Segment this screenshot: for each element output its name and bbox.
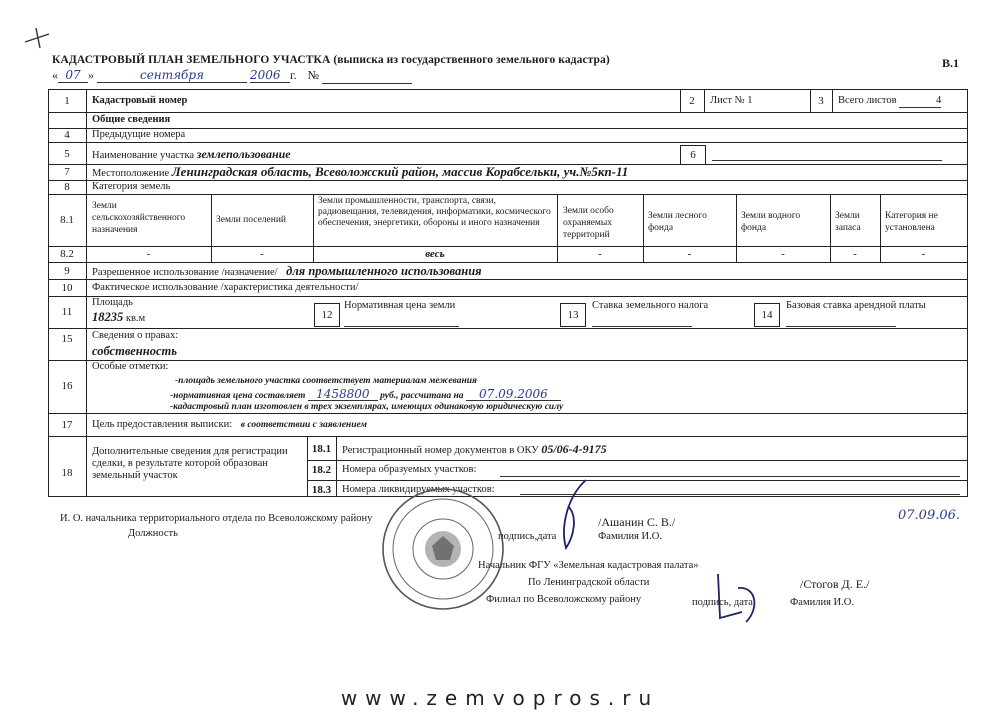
permitted-use: Разрешенное использование /назначение/ для промышленного использования [92,264,482,278]
field-number: 13 [560,303,586,327]
signer-name-1: /Ашанин С. В./ [598,515,676,529]
date-year: 2006 [250,68,290,83]
base-rent-rate-label: Базовая ставка арендной платы [786,300,926,311]
previous-numbers-label: Предыдущие номера [92,129,186,140]
position-1: И. О. начальника территориального отдела по Всеволожскому району [60,513,373,524]
row-number: 8 [64,181,70,193]
additional-info-label: Дополнительные сведения для регистрации сделки, в результате которой образован земельный участок [92,446,288,481]
category-value: - [598,248,602,260]
form-code: В.1 [942,56,960,70]
sub-row-number: 18.2 [311,464,332,476]
position-2-line-1: Начальник ФГУ «Земельная кадастровая палата» [478,560,699,571]
row-number: 1 [64,95,70,107]
category-agricultural: Земли сельскохозяйственного назначения [92,201,186,235]
category-settlements: Земли поселений [216,215,287,225]
document-title: КАДАСТРОВЫЙ ПЛАН ЗЕМЕЛЬНОГО УЧАСТКА (выписка из государственного земельного кадастра) [52,54,610,66]
field-6-line [712,160,942,161]
extract-purpose: Цель предоставления выписки: в соответствии с заявлением [92,419,367,430]
category-value-selected: весь [425,248,445,260]
formed-parcels-label: Номера образуемых участков: [342,464,477,475]
category-reserve: Земли запаса [835,211,861,233]
row-number: 8.1 [60,214,74,226]
signer-name-2: /Стогов Д. Е./ [800,577,870,591]
position-caption: Должность [128,528,178,539]
row-number: 15 [61,333,73,345]
sub-row-number: 18.3 [311,484,332,496]
total-sheets: Всего листов 4 [838,95,942,106]
category-not-set: Категория не установлена [885,211,938,233]
sign-date-caption-2: подпись, дата [692,597,753,608]
rights-label: Сведения о правах: [92,330,179,341]
normative-price-label: Нормативная цена земли [344,300,456,311]
area-value: 18235 кв.м [92,310,146,324]
field-number: 12 [314,303,340,327]
field-number: 2 [689,95,695,107]
category-protected: Земли особо охраняемых территорий [563,206,614,240]
fio-caption-2: Фамилия И.О. [790,597,854,608]
rights-value: собственность [92,344,177,358]
corner-mark [22,24,52,57]
category-forest: Земли лесного фонда [648,211,707,233]
row-number: 9 [64,265,70,277]
location: Местоположение Ленинградская область, Всеволожский район, массив Корабсельки, уч.№5кп-11 [92,164,629,179]
category-value: - [781,248,785,260]
special-notes-label: Особые отметки: [92,361,169,372]
field-number: 3 [818,95,824,107]
document-date: « 07 » сентября 2006 г. № [52,68,412,84]
sub-row-number: 18.1 [311,443,332,455]
category-value: - [687,248,692,260]
area-label: Площадь [92,297,133,308]
liquidated-parcels-label: Номера ликвидируемых участков: [342,484,495,495]
row-number: 7 [64,166,70,178]
row-number: 4 [64,129,70,141]
fio-caption: Фамилия И.О. [598,531,662,542]
row-number: 10 [61,282,73,294]
general-section-heading: Общие сведения [92,114,171,125]
row-number: 11 [61,306,73,318]
registration-number: Регистрационный номер документов в ОКУ 05/06-4-9175 [342,442,607,456]
row-number: 17 [61,419,73,431]
cadastral-number-label: Кадастровый номер [92,95,188,106]
date-month: сентября [97,68,247,83]
row-number: 18 [61,467,73,479]
handwritten-date: 07.09.06. [898,508,961,523]
field-number: 6 [680,145,706,165]
category-value: - [146,248,151,260]
note-copies: -кадастровый план изготовлен в трех экземплярах, имеющих одинаковую юридическую силу [170,402,564,412]
field-number: 14 [754,303,780,327]
note-area: -площадь земельного участка соответствует материалам межевания [175,376,477,386]
site-watermark: www.zemvopros.ru [340,686,660,710]
category-value: - [853,248,857,260]
parcel-name: Наименование участка землепользование [92,147,291,161]
land-category-label: Категория земель [92,181,171,192]
category-water: Земли водного фонда [741,211,801,233]
row-number: 5 [64,148,70,160]
category-value: - [260,248,264,260]
sheet-label: Лист № 1 [710,95,753,106]
note-price: -нормативная цена составляет 1458800 руб., рассчитана на 07.09.2006 [170,388,561,402]
actual-use-label: Фактическое использование /характеристика деятельности/ [92,282,359,293]
category-value: - [921,248,926,260]
land-tax-rate-label: Ставка земельного налога [592,300,709,311]
position-2-line-3: Филиал по Всеволожскому району [486,594,642,605]
sign-date-caption: подпись,дата [498,531,557,542]
signature-1 [548,476,598,561]
category-industry: Земли промышленности, транспорта, связи, радиовещания, телевидения, информатики, космического обеспечения, энергетики, обороны и иного назначения [318,196,551,228]
row-number: 16 [61,380,73,392]
position-2-line-2: По Ленинградской области [528,577,650,588]
row-number: 8.2 [60,248,74,260]
